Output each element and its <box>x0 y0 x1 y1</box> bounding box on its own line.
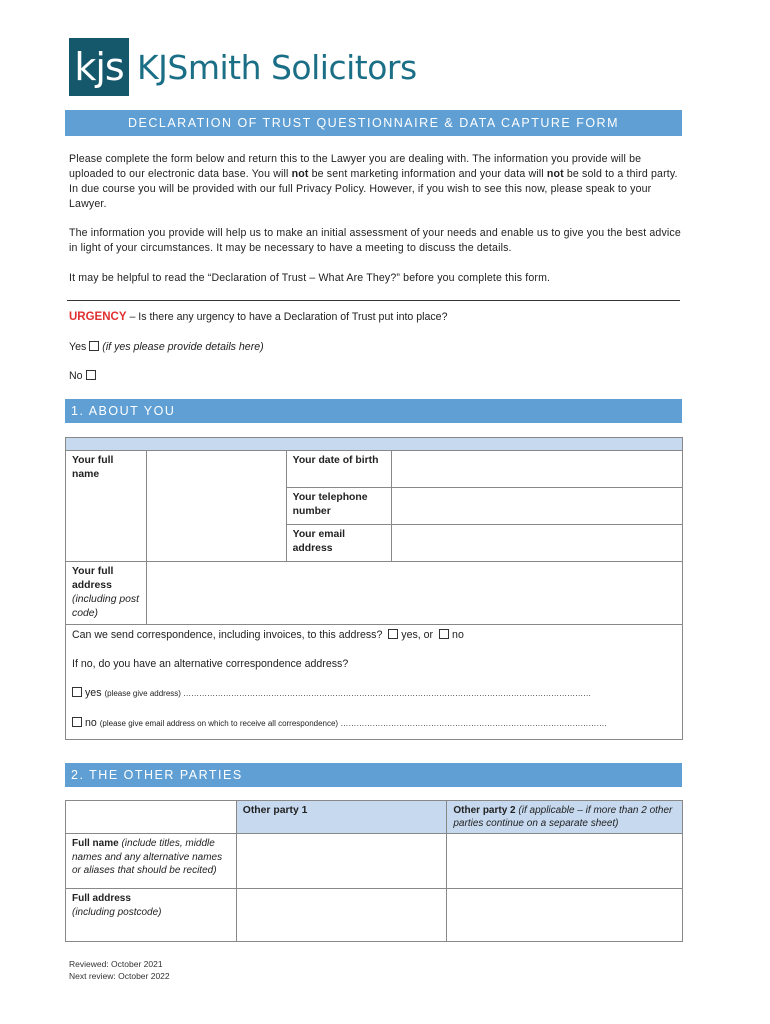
company-logo <box>69 38 417 96</box>
email-label: Your email address <box>286 525 391 562</box>
urgency-label: URGENCY <box>69 311 127 323</box>
intro-paragraph-3: It may be helpful to read the “Declaration of Trust – What Are They?” before you complete this form. <box>69 272 551 284</box>
address-label: Your full address (including post code) <box>66 562 147 625</box>
party-1-address-field[interactable] <box>236 889 447 942</box>
reviewed-date: Reviewed: October 2021 <box>69 959 163 969</box>
party-2-name-field[interactable] <box>447 834 683 889</box>
alt-no-checkbox[interactable] <box>72 717 82 727</box>
urgency-no-checkbox[interactable] <box>86 370 96 380</box>
next-review-date: Next review: October 2022 <box>69 971 170 981</box>
urgency-no-row: No <box>69 370 99 382</box>
party-1-header: Other party 1 <box>236 801 447 834</box>
other-full-address-label: Full address (including postcode) <box>66 889 237 942</box>
corr-no-checkbox[interactable] <box>439 629 449 639</box>
section-2-title: 2. THE OTHER PARTIES <box>71 768 243 782</box>
urgency-question: URGENCY – Is there any urgency to have a Declaration of Trust put into place? <box>69 311 448 323</box>
urgency-yes-checkbox[interactable] <box>89 341 99 351</box>
dob-field[interactable] <box>391 451 682 488</box>
corr-yes-checkbox[interactable] <box>388 629 398 639</box>
full-name-label: Your full name <box>66 451 147 562</box>
party-1-name-field[interactable] <box>236 834 447 889</box>
logo-name: KJSmith Solicitors <box>137 47 417 87</box>
urgency-yes-row: Yes (if yes please provide details here) <box>69 341 264 353</box>
section-1-banner <box>65 399 682 423</box>
alt-no-row: no (please give email address on which to receive all correspondence) ………………………………………………………………………………………. <box>72 716 676 731</box>
other-full-name-label: Full name (include titles, middle names and any alternative names or aliases that should be recited) <box>66 834 237 889</box>
dob-label: Your date of birth <box>286 451 391 488</box>
footer <box>69 958 170 982</box>
logo-mark: kjs <box>69 38 129 96</box>
party-2-address-field[interactable] <box>447 889 683 942</box>
party-2-header: Other party 2 (if applicable – if more than 2 other parties continue on a separate sheet) <box>447 801 683 834</box>
intro-paragraph-2: The information you provide will help us to make an initial assessment of your needs and enable us to give you the best advice in light of your circumstances. It may be necessary to have a meeting to discuss the details. <box>69 227 681 254</box>
divider <box>67 300 680 301</box>
address-field[interactable] <box>146 562 682 625</box>
telephone-label: Your telephone number <box>286 488 391 525</box>
telephone-field[interactable] <box>391 488 682 525</box>
alt-address-question: If no, do you have an alternative correspondence address? <box>72 658 349 670</box>
section-2-banner <box>65 763 682 787</box>
other-parties-table <box>65 800 683 942</box>
form-title-banner <box>65 110 682 136</box>
form-title: DECLARATION OF TRUST QUESTIONNAIRE & DATA CAPTURE FORM <box>128 116 619 130</box>
correspondence-question: Can we send correspondence, including invoices, to this address? yes, or no <box>72 629 464 641</box>
alt-yes-checkbox[interactable] <box>72 687 82 697</box>
full-name-field[interactable] <box>146 451 286 562</box>
about-you-table <box>65 437 683 740</box>
email-field[interactable] <box>391 525 682 562</box>
intro-paragraph-1: Please complete the form below and return this to the Lawyer you are dealing with. The information you provide will be uploaded to our electronic data base. You will not be sent marketing information and your data will not be sold to a third party. In due course you will be provided with our full Privacy Policy. However, if you wish to see this now, please speak to your Lawyer. <box>69 153 678 210</box>
section-1-title: 1. ABOUT YOU <box>71 404 176 418</box>
correspondence-block <box>66 625 683 740</box>
alt-yes-row: yes (please give address) ……………………………………………………………………………………………………………………………………… <box>72 686 676 701</box>
